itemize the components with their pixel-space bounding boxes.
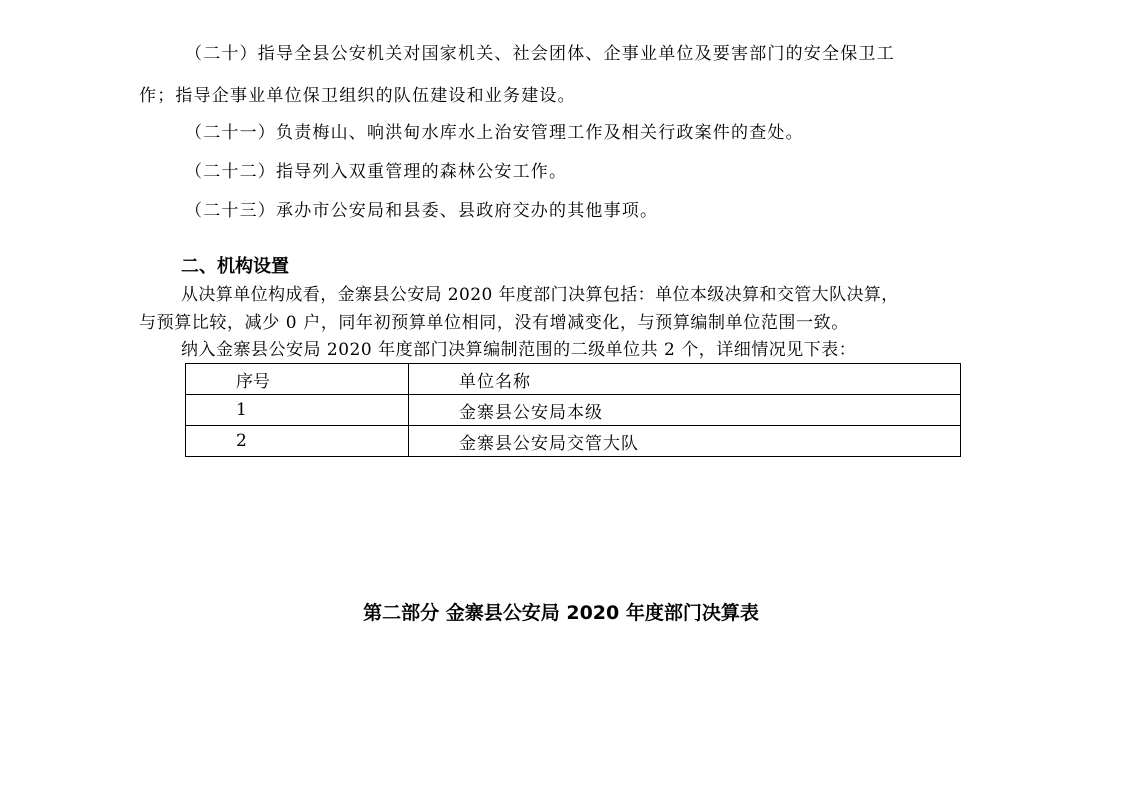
unit-table bbox=[185, 363, 961, 457]
table-cell: 2 bbox=[186, 426, 409, 457]
paragraph-item-21: （二十一）负责梅山、响洪甸水库水上治安管理工作及相关行政案件的查处。 bbox=[185, 123, 804, 143]
paragraph-item-20-line-2: 作；指导企事业单位保卫组织的队伍建设和业务建设。 bbox=[139, 86, 576, 106]
table-row bbox=[186, 395, 961, 426]
table-cell: 金寨县公安局交管大队 bbox=[409, 426, 961, 457]
section-paragraph-1-line-2: 与预算比较，减少 0 户，同年初预算单位相同，没有增减变化，与预算编制单位范围一致。 bbox=[139, 313, 849, 333]
section-paragraph-2: 纳入金寨县公安局 2020 年度部门决算编制范围的二级单位共 2 个，详细情况见下表： bbox=[181, 340, 857, 360]
paragraph-item-23: （二十三）承办市公安局和县委、县政府交办的其他事项。 bbox=[185, 201, 659, 221]
section-heading-organization: 二、机构设置 bbox=[181, 256, 289, 277]
table-header-cell: 单位名称 bbox=[409, 364, 961, 395]
section-paragraph-1-line-1: 从决算单位构成看，金寨县公安局 2020 年度部门决算包括：单位本级决算和交管大队决算， bbox=[181, 285, 899, 305]
table-row bbox=[186, 426, 961, 457]
paragraph-item-20-line-1: （二十）指导全县公安机关对国家机关、社会团体、企事业单位及要害部门的安全保卫工 bbox=[185, 44, 895, 64]
part-title: 第二部分 金寨县公安局 2020 年度部门决算表 bbox=[363, 602, 759, 624]
table-cell: 1 bbox=[186, 395, 409, 426]
paragraph-item-22: （二十二）指导列入双重管理的森林公安工作。 bbox=[185, 162, 568, 182]
table-header-row bbox=[186, 364, 961, 395]
table-cell: 金寨县公安局本级 bbox=[409, 395, 961, 426]
table-header-cell: 序号 bbox=[186, 364, 409, 395]
